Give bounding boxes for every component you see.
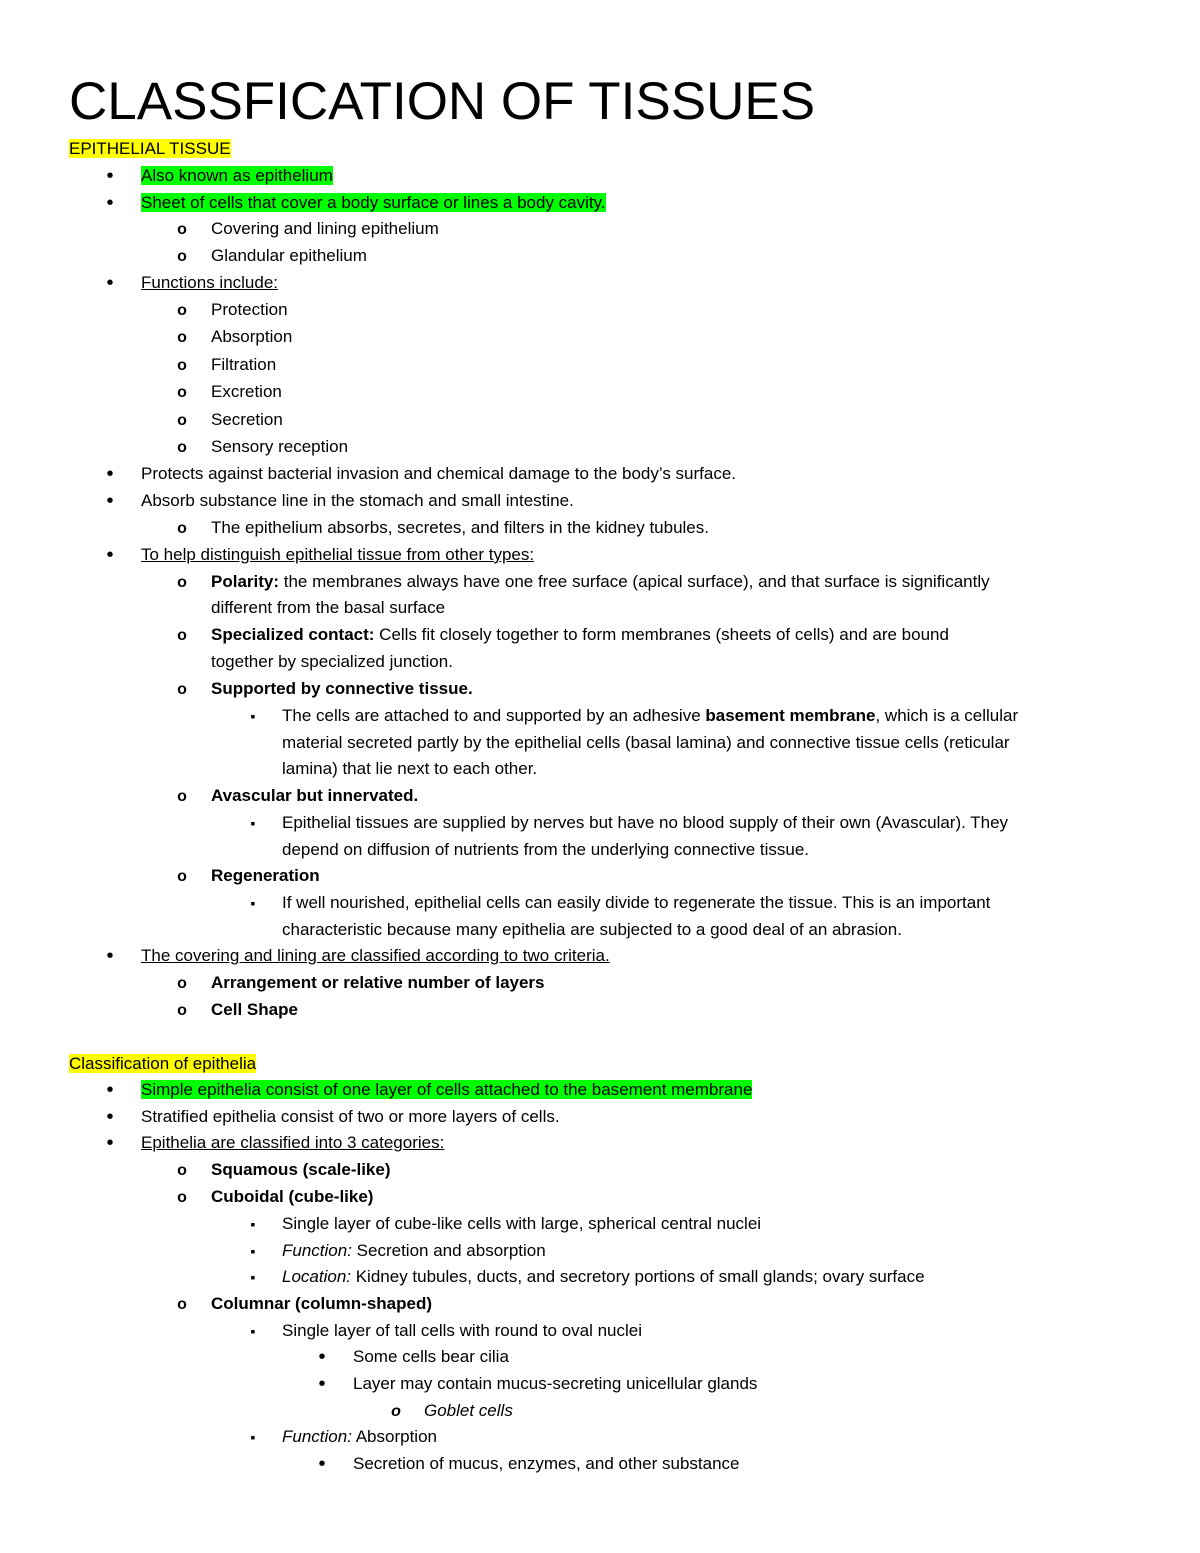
circle-bullet-icon	[172, 299, 192, 322]
field-value: Secretion and absorption	[351, 1241, 546, 1260]
circle-bullet-icon	[172, 785, 192, 808]
list-item: The epithelium absorbs, secretes, and filters in the kidney tubules.	[211, 518, 709, 537]
text: , which is a cellular	[875, 706, 1019, 725]
list-item-continuation: depend on diffusion of nutrients from the underlying connective tissue.	[282, 840, 810, 859]
bullet-icon	[100, 192, 120, 215]
list-item-continuation: characteristic because many epithelia are subjected to a good deal of an abrasion.	[282, 920, 902, 939]
list-item	[211, 571, 990, 593]
bullet-icon	[312, 1373, 332, 1396]
list-item: Secretion	[211, 410, 283, 429]
list-item-continuation: together by specialized junction.	[211, 652, 453, 671]
list-item	[211, 624, 949, 646]
bullet-icon	[100, 544, 120, 567]
list-item: Cell Shape	[211, 1000, 298, 1019]
list-item: Protects against bacterial invasion and chemical damage to the body’s surface.	[141, 464, 737, 483]
square-bullet-icon	[243, 705, 263, 727]
list-item	[141, 192, 606, 214]
circle-bullet-icon	[172, 436, 192, 459]
field-value: Kidney tubules, ducts, and secretory portions of small glands; ovary surface	[351, 1267, 925, 1286]
bullet-icon	[100, 272, 120, 295]
list-item: Single layer of cube-like cells with large, spherical central nuclei	[282, 1214, 762, 1233]
list-item: Absorption	[211, 327, 293, 346]
text: The cells are attached to and supported by an adhesive	[282, 706, 706, 725]
list-item-continuation: different from the basal surface	[211, 598, 446, 617]
square-bullet-icon	[243, 1320, 263, 1342]
highlighted-text: Also known as epithelium	[141, 166, 333, 185]
list-item: Filtration	[211, 355, 277, 374]
list-item-continuation: lamina) that lie next to each other.	[282, 759, 538, 778]
list-item: Columnar (column-shaped)	[211, 1294, 433, 1313]
bullet-icon	[100, 490, 120, 513]
circle-bullet-icon	[172, 326, 192, 349]
list-item	[282, 1266, 925, 1288]
list-item-continuation: material secreted partly by the epithelial cells (basal lamina) and connective tissue cells (reticular	[282, 733, 1010, 752]
circle-bullet-icon	[172, 1293, 192, 1316]
list-item	[282, 1240, 546, 1262]
list-item: Stratified epithelia consist of two or more layers of cells.	[141, 1107, 560, 1126]
circle-bullet-icon	[172, 972, 192, 995]
bullet-icon	[100, 165, 120, 188]
circle-bullet-icon	[172, 1186, 192, 1209]
circle-bullet-icon	[172, 517, 192, 540]
list-item: Epithelial tissues are supplied by nerves but have no blood supply of their own (Avascular). They	[282, 813, 1009, 832]
highlighted-text: Sheet of cells that cover a body surface or lines a body cavity.	[141, 193, 606, 212]
list-item: If well nourished, epithelial cells can easily divide to regenerate the tissue. This is an important	[282, 893, 991, 912]
list-item	[282, 705, 1018, 727]
circle-bullet-icon	[172, 381, 192, 404]
field-label: Location:	[282, 1267, 351, 1286]
bullet-icon	[312, 1346, 332, 1369]
circle-bullet-icon	[172, 1159, 192, 1182]
square-bullet-icon	[243, 1266, 263, 1288]
circle-bullet-icon	[172, 245, 192, 268]
field-label: Function:	[282, 1427, 352, 1446]
square-bullet-icon	[243, 812, 263, 834]
list-item: Cuboidal (cube-like)	[211, 1187, 374, 1206]
circle-bullet-icon	[386, 1400, 406, 1423]
heading-text: Classification of epithelia	[69, 1054, 257, 1073]
list-item: Covering and lining epithelium	[211, 219, 439, 238]
list-item: The covering and lining are classified according to two criteria.	[141, 946, 610, 965]
list-item: Glandular epithelium	[211, 246, 367, 265]
list-item: Regeneration	[211, 866, 320, 885]
circle-bullet-icon	[172, 354, 192, 377]
square-bullet-icon	[243, 1240, 263, 1262]
list-item	[282, 1426, 437, 1448]
bullet-icon	[100, 945, 120, 968]
circle-bullet-icon	[172, 624, 192, 647]
definition: the membranes always have one free surface (apical surface), and that surface is significantly	[279, 572, 990, 591]
list-item: Supported by connective tissue.	[211, 679, 473, 698]
square-bullet-icon	[243, 1426, 263, 1448]
square-bullet-icon	[243, 1213, 263, 1235]
list-item: Arrangement or relative number of layers	[211, 973, 545, 992]
circle-bullet-icon	[172, 409, 192, 432]
list-item: Squamous (scale-like)	[211, 1160, 391, 1179]
heading-text: EPITHELIAL TISSUE	[69, 139, 231, 158]
section-heading-classification	[69, 1053, 256, 1075]
bullet-icon	[100, 1132, 120, 1155]
list-item: Excretion	[211, 382, 282, 401]
definition: Cells fit closely together to form membranes (sheets of cells) and are bound	[374, 625, 949, 644]
bullet-icon	[100, 463, 120, 486]
term: basement membrane	[705, 706, 876, 725]
term: Specialized contact:	[211, 625, 375, 644]
bullet-icon	[100, 1106, 120, 1129]
functions-label: Functions include:	[141, 273, 279, 292]
list-item: Layer may contain mucus-secreting unicellular glands	[353, 1374, 758, 1393]
circle-bullet-icon	[172, 571, 192, 594]
square-bullet-icon	[243, 892, 263, 914]
circle-bullet-icon	[172, 999, 192, 1022]
list-item: Single layer of tall cells with round to oval nuclei	[282, 1321, 643, 1340]
section-heading-epithelial	[69, 138, 231, 160]
list-item: Goblet cells	[424, 1401, 513, 1420]
circle-bullet-icon	[172, 865, 192, 888]
circle-bullet-icon	[172, 678, 192, 701]
list-item	[141, 165, 333, 187]
bullet-icon	[100, 1079, 120, 1102]
list-item	[141, 1079, 752, 1101]
list-item: Protection	[211, 300, 288, 319]
list-item: Some cells bear cilia	[353, 1347, 509, 1366]
circle-bullet-icon	[172, 218, 192, 241]
page-title: CLASSFICATION OF TISSUES	[69, 72, 816, 131]
list-item: Epithelia are classified into 3 categories:	[141, 1133, 445, 1152]
field-value: Absorption	[351, 1427, 437, 1446]
list-item: Absorb substance line in the stomach and small intestine.	[141, 491, 574, 510]
list-item: To help distinguish epithelial tissue from other types:	[141, 545, 535, 564]
list-item: Avascular but innervated.	[211, 786, 419, 805]
term: Polarity:	[211, 572, 280, 591]
highlighted-text: Simple epithelia consist of one layer of cells attached to the basement membrane	[141, 1080, 753, 1099]
field-label: Function:	[282, 1241, 352, 1260]
bullet-icon	[312, 1453, 332, 1476]
list-item: Sensory reception	[211, 437, 349, 456]
list-item: Secretion of mucus, enzymes, and other substance	[353, 1454, 740, 1473]
